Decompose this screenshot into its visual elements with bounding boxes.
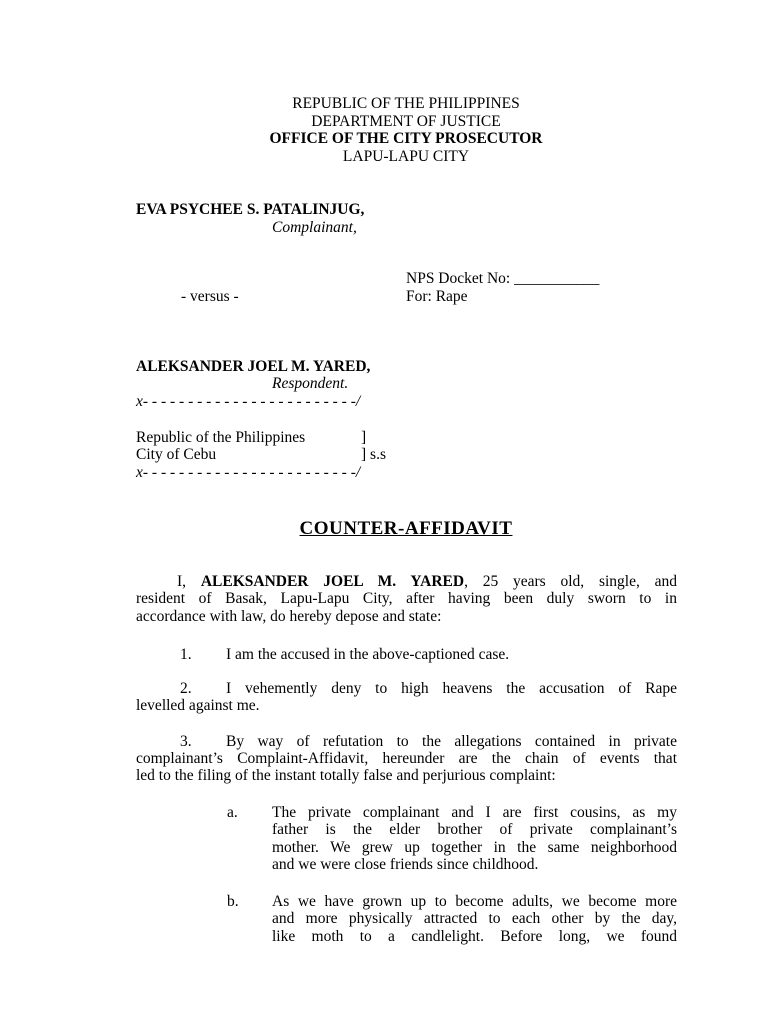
complainant-name: EVA PSYCHEE S. PATALINJUG, (136, 201, 365, 218)
venue-republic: Republic of the Philippines (136, 429, 306, 446)
paragraph-3-body: complainant’s Complaint-Affidavit, hereunder are the chain of events that led to the filing of the instant totally false and perjurious complaint: (136, 750, 677, 785)
paragraph-2-number: 2. (180, 680, 192, 697)
paragraph-2-line-2: levelled against me. (136, 697, 260, 714)
venue-ss: ] s.s (361, 446, 386, 463)
paragraph-3-line-1: By way of refutation to the allegations contained in private (226, 733, 677, 750)
header-republic: REPUBLIC OF THE PHILIPPINES (292, 95, 520, 112)
caption-separator: x- - - - - - - - - - - - - - - - - - - - - - - -/ (136, 393, 361, 410)
venue-city: City of Cebu (136, 446, 217, 463)
affiant-name: ALEKSANDER JOEL M. YARED (200, 573, 465, 590)
paragraph-1-number: 1. (180, 646, 192, 663)
subitem-a-letter: a. (227, 804, 238, 821)
intro-paragraph (136, 573, 677, 625)
subitem-a-text: The private complainant and I are first cousins, as my father is the elder brother of private complainant’s mother. We grew up together in the same neighborhood and we were close friends since childhood. (272, 804, 677, 874)
venue-separator: x- - - - - - - - - - - - - - - - - - - - - - - -/ (136, 464, 361, 481)
paragraph-1-text: I am the accused in the above-captioned case. (226, 646, 510, 663)
header-city: LAPU-LAPU CITY (342, 148, 470, 165)
document-title: COUNTER-AFFIDAVIT (299, 518, 513, 539)
header-department: DEPARTMENT OF JUSTICE (311, 113, 501, 130)
intro-line-2: resident of Basak, Lapu-Lapu City, after having been duly sworn to in (136, 590, 677, 608)
respondent-name: ALEKSANDER JOEL M. YARED, (136, 358, 371, 375)
case-nature: For: Rape (406, 288, 468, 305)
complainant-role: Complainant, (272, 219, 357, 236)
intro-line-1: I, ALEKSANDER JOEL M. YARED, 25 years old, single, and (177, 573, 677, 590)
paragraph-2-line-1: I vehemently deny to high heavens the accusation of Rape (226, 680, 677, 697)
respondent-role: Respondent. (272, 375, 349, 392)
intro-line-3: accordance with law, do hereby depose and state: (136, 607, 442, 625)
versus-label: - versus - (181, 288, 239, 305)
header-office: OFFICE OF THE CITY PROSECUTOR (269, 130, 543, 147)
docket-number: NPS Docket No: ___________ (406, 270, 600, 287)
venue-bracket: ] (361, 429, 367, 446)
subitem-b-text: As we have grown up to become adults, we become more and more physically attracted to each other by the day, like moth to a candlelight. Before long, we found (272, 893, 677, 945)
subitem-b-letter: b. (227, 893, 239, 910)
paragraph-3-number: 3. (180, 733, 192, 750)
